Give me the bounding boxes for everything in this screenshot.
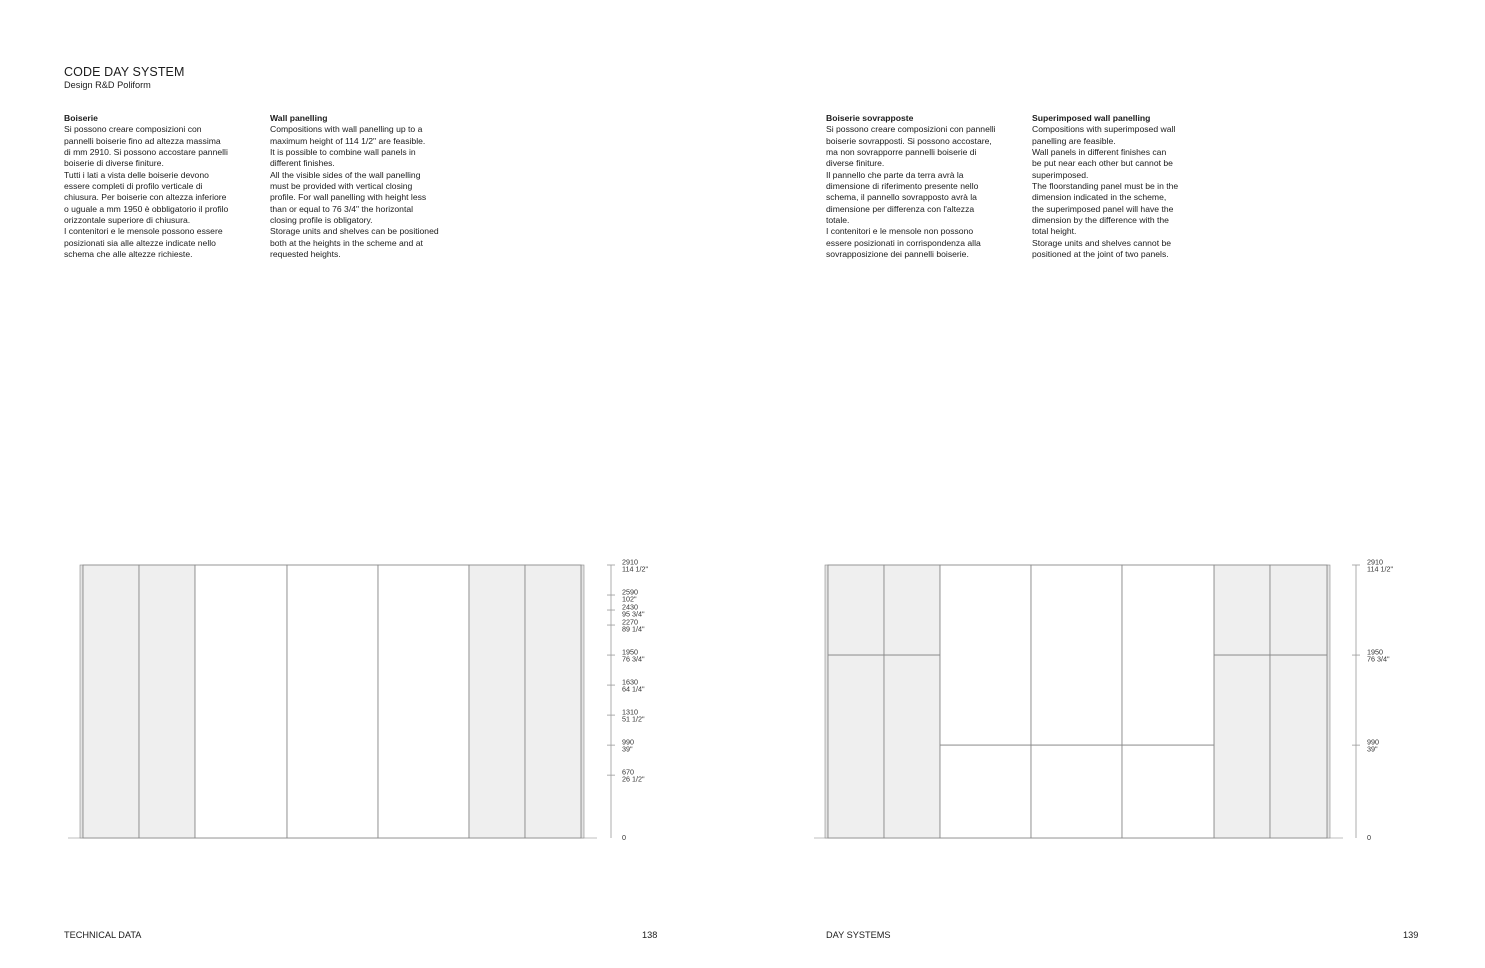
wall-panel [378, 565, 469, 838]
floor-panel [1122, 745, 1214, 838]
superimposed-panel [940, 565, 1031, 745]
wall-panel [139, 565, 195, 838]
text-line: closing profile is obligatory. [270, 215, 373, 226]
text-line: sovrapposizione dei pannelli boiserie. [826, 249, 969, 260]
text-line: Compositions with superimposed wall [1032, 124, 1176, 135]
text-line: dimensione di riferimento presente nello [826, 181, 979, 192]
superimposed-panel [1270, 565, 1327, 655]
diagram_right-scale-label-inch: 114 1/2" [1367, 564, 1393, 574]
diagram_left-scale-label-inch: 89 1/4" [622, 624, 645, 634]
diagram_left-scale-label-mm: 2430 [622, 602, 638, 612]
diagram_right-scale-label-inch: 76 3/4" [1367, 654, 1390, 664]
footer-section-left: TECHNICAL DATA [64, 930, 142, 940]
diagram_right-scale-label-mm: 990 [1367, 737, 1379, 747]
text-line: Wall panels in different finishes can [1032, 147, 1167, 158]
diagram_left-scale-label-mm: 990 [622, 737, 634, 747]
diagram_left-scale-label-inch: 95 3/4" [622, 609, 645, 619]
diagram_left-scale-label-inch: 102" [622, 594, 637, 604]
diagram_left-scale-label-inch: 64 1/4" [622, 684, 645, 694]
text-line: profile. For wall panelling with height less [270, 192, 427, 203]
text-line: both at the heights in the scheme and at [270, 237, 423, 248]
text-line: The floorstanding panel must be in the [1032, 181, 1179, 192]
diagram_left-scale-label-inch: 51 1/2" [622, 714, 645, 724]
floor-panel [1270, 655, 1327, 838]
text-line: ma non sovrapporre pannelli boiserie di [826, 147, 977, 158]
text-line: dimensione per differenza con l'altezza [826, 203, 975, 214]
text-line: di mm 2910. Si possono accostare pannelli [64, 147, 228, 158]
text-line: All the visible sides of the wall panelling [270, 169, 421, 180]
superimposed-panel [828, 565, 884, 655]
superimposed-panel [1122, 565, 1214, 745]
text-line: must be provided with vertical closing [270, 181, 413, 192]
wall-panel [287, 565, 378, 838]
text-line: I contenitori e le mensole possono essere [64, 226, 223, 237]
text-line: Il pannello che parte da terra avrà la [826, 169, 964, 180]
diagram_left-scale-label-mm: 1630 [622, 677, 638, 687]
text-line: than or equal to 76 3/4" the horizontal [270, 203, 414, 214]
diagram_left-scale-label-mm: 2590 [622, 587, 638, 597]
text-line: Compositions with wall panelling up to a [270, 124, 423, 135]
diagram_left-scale-label-mm: 670 [622, 767, 634, 777]
text-line: orizzontale superiore di chiusura. [64, 215, 191, 226]
text-line: Si possono creare composizioni con [64, 124, 202, 135]
page-title: CODE DAY SYSTEM [64, 65, 185, 79]
footer-page-number-left: 138 [642, 930, 658, 940]
diagram_right-scale-label-inch: 39" [1367, 744, 1378, 754]
text-line: different finishes. [270, 158, 335, 169]
text-line: positioned at the joint of two panels. [1032, 249, 1169, 260]
wall-panel [469, 565, 525, 838]
text-line: Tutti i lati a vista delle boiserie devono [64, 169, 209, 180]
text-line: panelling are feasible. [1032, 135, 1116, 146]
text-line: be put near each other but cannot be [1032, 158, 1173, 169]
text-line: Si possono creare composizioni con pannelli [826, 124, 996, 135]
diagram_right-scale-label-mm: 1950 [1367, 647, 1383, 657]
diagram_left-scale-label-inch: 114 1/2" [622, 564, 648, 574]
floor-panel [1214, 655, 1270, 838]
text-line: boiserie sovrapposti. Si possono accostare, [826, 135, 992, 146]
diagram_left-scale-label-mm: 0 [622, 833, 626, 842]
wall-panel [83, 565, 139, 838]
superimposed-panel [1214, 565, 1270, 655]
footer-page-number-right: 139 [1403, 930, 1419, 940]
text-line: dimension by the difference with the [1032, 215, 1169, 226]
text-line: boiserie di diverse finiture. [64, 158, 164, 169]
text-line: chiusura. Per boiserie con altezza inferiore [64, 192, 227, 203]
diagram_left-scale-label-inch: 39" [622, 744, 633, 754]
floor-panel [884, 655, 940, 838]
column-heading: Boiserie sovrapposte [826, 113, 914, 123]
text-line: o uguale a mm 1950 è obbligatorio il profilo [64, 203, 229, 214]
text-line: dimension indicated in the scheme, [1032, 192, 1167, 203]
text-line: the superimposed panel will have the [1032, 203, 1174, 214]
diagram_right-scale-label-mm: 0 [1367, 833, 1371, 842]
text-line: It is possible to combine wall panels in [270, 147, 416, 158]
footer-section-right: DAY SYSTEMS [826, 930, 891, 940]
text-line: superimposed. [1032, 169, 1089, 180]
wall-panel [525, 565, 581, 838]
text-line: total height. [1032, 226, 1077, 237]
floor-panel [940, 745, 1031, 838]
text-line: totale. [826, 215, 850, 226]
text-line: maximum height of 114 1/2" are feasible. [270, 135, 426, 146]
diagram_left-scale-label-mm: 1310 [622, 707, 638, 717]
superimposed-panel [884, 565, 940, 655]
text-line: Storage units and shelves can be positioned [270, 226, 439, 237]
text-line: posizionati sia alle altezze indicate nello [64, 237, 216, 248]
text-line: essere posizionati in corrispondenza alla [826, 237, 981, 248]
page-subtitle: Design R&D Poliform [64, 80, 151, 90]
text-line: I contenitori e le mensole non possono [826, 226, 974, 237]
diagram_left-scale-label-mm: 1950 [622, 647, 638, 657]
text-line: requested heights. [270, 249, 341, 260]
floor-panel [1031, 745, 1122, 838]
diagram_left-scale-label-inch: 76 3/4" [622, 654, 645, 664]
superimposed-panel [1031, 565, 1122, 745]
wall-panel [195, 565, 287, 838]
right-closing-profile [581, 565, 584, 838]
text-line: schema che alle altezze richieste. [64, 249, 193, 260]
diagram_left-scale-label-inch: 26 1/2" [622, 774, 645, 784]
column-heading: Boiserie [64, 113, 98, 123]
text-line: Storage units and shelves cannot be [1032, 237, 1172, 248]
diagram_left-scale-label-mm: 2910 [622, 557, 638, 567]
diagram_left-scale-label-mm: 2270 [622, 617, 638, 627]
text-line: essere completi di profilo verticale di [64, 181, 203, 192]
column-heading: Superimposed wall panelling [1032, 113, 1151, 123]
text-line: diverse finiture. [826, 158, 885, 169]
text-line: schema, il pannello sovrapposto avrà la [826, 192, 977, 203]
left-closing-profile [825, 565, 828, 838]
diagram_right-scale-label-mm: 2910 [1367, 557, 1383, 567]
floor-panel [828, 655, 884, 838]
text-line: pannelli boiserie fino ad altezza massima [64, 135, 221, 146]
column-heading: Wall panelling [270, 113, 328, 123]
